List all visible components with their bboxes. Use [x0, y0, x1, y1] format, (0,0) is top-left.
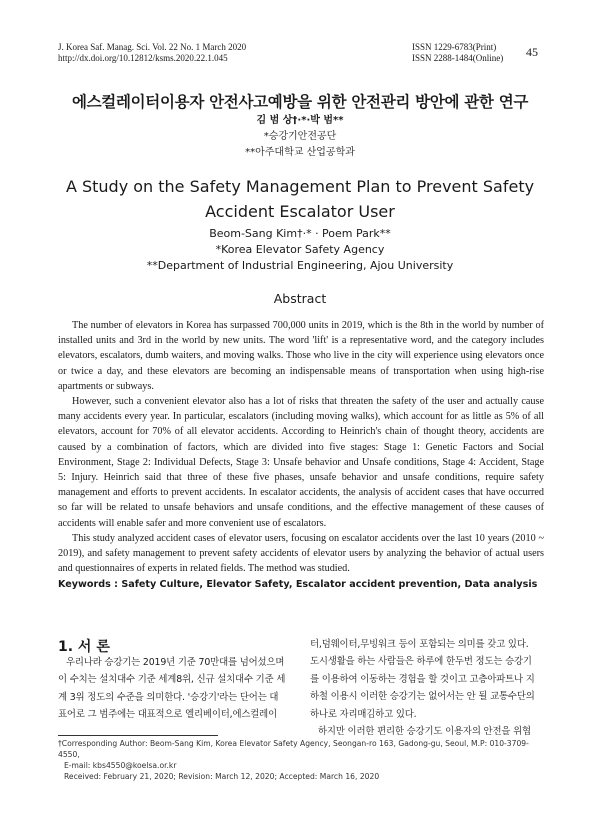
- journal-citation: J. Korea Saf. Manag. Sci. Vol. 22 No. 1 March 2020: [58, 42, 247, 52]
- issn-online: ISSN 2288-1484(Online): [412, 53, 504, 63]
- intro-right-line-1: 터,덤웨이터,무빙워크 등이 포함되는 의미를 갖고 있다.: [310, 639, 529, 650]
- abstract-paragraph-3: This study analyzed accident cases of elevator users, focusing on escalator accidents over the last 10 years (2010 ~ 2019), and safety management to prevent safety accidents of elevator users by analyzing the behavior of actual users and questionnaires of experts in related fields. The method was studied.: [58, 532, 544, 575]
- footnote-rule: [58, 735, 218, 736]
- footnote-dates: Received: February 21, 2020; Revision: March 12, 2020; Accepted: March 16, 2020: [64, 772, 380, 781]
- keywords-list: Safety Culture, Elevator Safety, Escalator accident prevention, Data analysis: [121, 579, 538, 591]
- doi-link[interactable]: http://dx.doi.org/10.12812/ksms.2020.22.1.045: [58, 53, 228, 63]
- footnote: [58, 738, 548, 782]
- footnote-corresponding-author: †Corresponding Author: Beom-Sang Kim, Korea Elevator Safety Agency, Seongan-ro 163, Gadong-gu, Seoul, M.P: 010-3709-4550,: [58, 739, 529, 759]
- abstract-body: [58, 318, 544, 593]
- intro-right-line-4: 하철 이용시 이러한 승강기는 없어서는 안 될 교통수단의: [310, 691, 535, 703]
- english-authors: Beom-Sang Kim†·* · Poem Park**: [209, 227, 391, 240]
- intro-left-line-4: 표어로 그 범주에는 대표적으로 엘리베이터,에스컬레이: [58, 709, 277, 721]
- intro-left-column: [58, 654, 290, 724]
- intro-left-line-3: 계 3위 정도의 수준을 의미한다. '승강기'라는 단어는 대: [58, 691, 279, 703]
- intro-right-line-6: 하지만 이러한 편리한 승강기도 이용자의 안전을 위협: [318, 726, 531, 738]
- intro-right-line-2: 도시생활을 하는 사람들은 하루에 한두번 정도는 승강기: [310, 656, 532, 668]
- keywords-label: Keywords :: [58, 579, 122, 591]
- english-affiliation-2: **Department of Industrial Engineering, Ajou University: [146, 259, 454, 272]
- abstract-heading: Abstract: [273, 291, 327, 306]
- keywords-line: [58, 577, 544, 592]
- korean-affiliation-2: **아주대학교 산업공학과: [245, 147, 355, 158]
- korean-affiliation-1: *승강기안전공단: [263, 131, 337, 142]
- footnote-email[interactable]: E-mail: kbs4550@koelsa.or.kr: [64, 761, 177, 770]
- section-heading-introduction: 1. 서 론: [58, 639, 110, 655]
- intro-right-column: [310, 636, 544, 740]
- korean-authors: 김 범 상†·*·박 범**: [256, 115, 344, 126]
- abstract-paragraph-2: However, such a convenient elevator also has a lot of risks that threaten the safety of the user and actually cause many accidents every year. In particular, escalators (including moving walks), which account for as little as 5% of all elevators, account for 70% of all elevator accidents. According to Heinrich's chain of thought theory, accidents are caused by a combination of factors, which are divided into five stages: Stage 1: Genetic Factors and Social Environment, Stage 2: Individual Defects, Stage 3: Unsafe behavior and Unsafe conditions, Stage 4: Accident, Stage 5: Injury. Heinrich said that three of these five phases, unsafe behavior and unsafe conditions, require safety management and efforts to prevent accidents. In escalator accidents, the analysis of accident cases that have occurred so far will be related to unsafe behaviors and unsafe conditions, and the effective management of these causes of accidents will enable safer and more convenient use of escalators.: [58, 396, 544, 529]
- english-title-line-1: A Study on the Safety Management Plan to Prevent Safety: [65, 177, 535, 196]
- english-affiliation-1: *Korea Elevator Safety Agency: [215, 243, 385, 256]
- korean-title: 에스컬레이터이용자 안전사고예방을 위한 안전관리 방안에 관한 연구: [71, 93, 529, 111]
- issn-print: ISSN 1229-6783(Print): [412, 42, 497, 52]
- page-number: 45: [526, 45, 538, 59]
- english-title-line-2: Accident Escalator User: [205, 202, 395, 221]
- intro-left-line-1: 우리나라 승강기는 2019년 기준 70만대를 넘어섰으며: [66, 657, 285, 668]
- intro-right-line-5: 하나로 자리매김하고 있다.: [310, 708, 417, 720]
- intro-right-line-3: 를 이용하여 이동하는 경험을 할 것이고 고층아파트나 지: [310, 673, 535, 685]
- intro-left-line-2: 이 수치는 설치대수 기준 세계8위, 신규 설치대수 기준 세: [58, 674, 286, 686]
- abstract-paragraph-1: The number of elevators in Korea has surpassed 700,000 units in 2019, which is the 8th in the world by number of installed units and 3rd in the world by new units. The word 'lift' is a representative word, and the category includes elevators, escalators, dumb waiters, and moving walks. Those who live in the city will experience using elevators once or twice a day, and these elevators are becoming an indispensable means of transportation when using high-rise apartments or subways.: [58, 320, 544, 392]
